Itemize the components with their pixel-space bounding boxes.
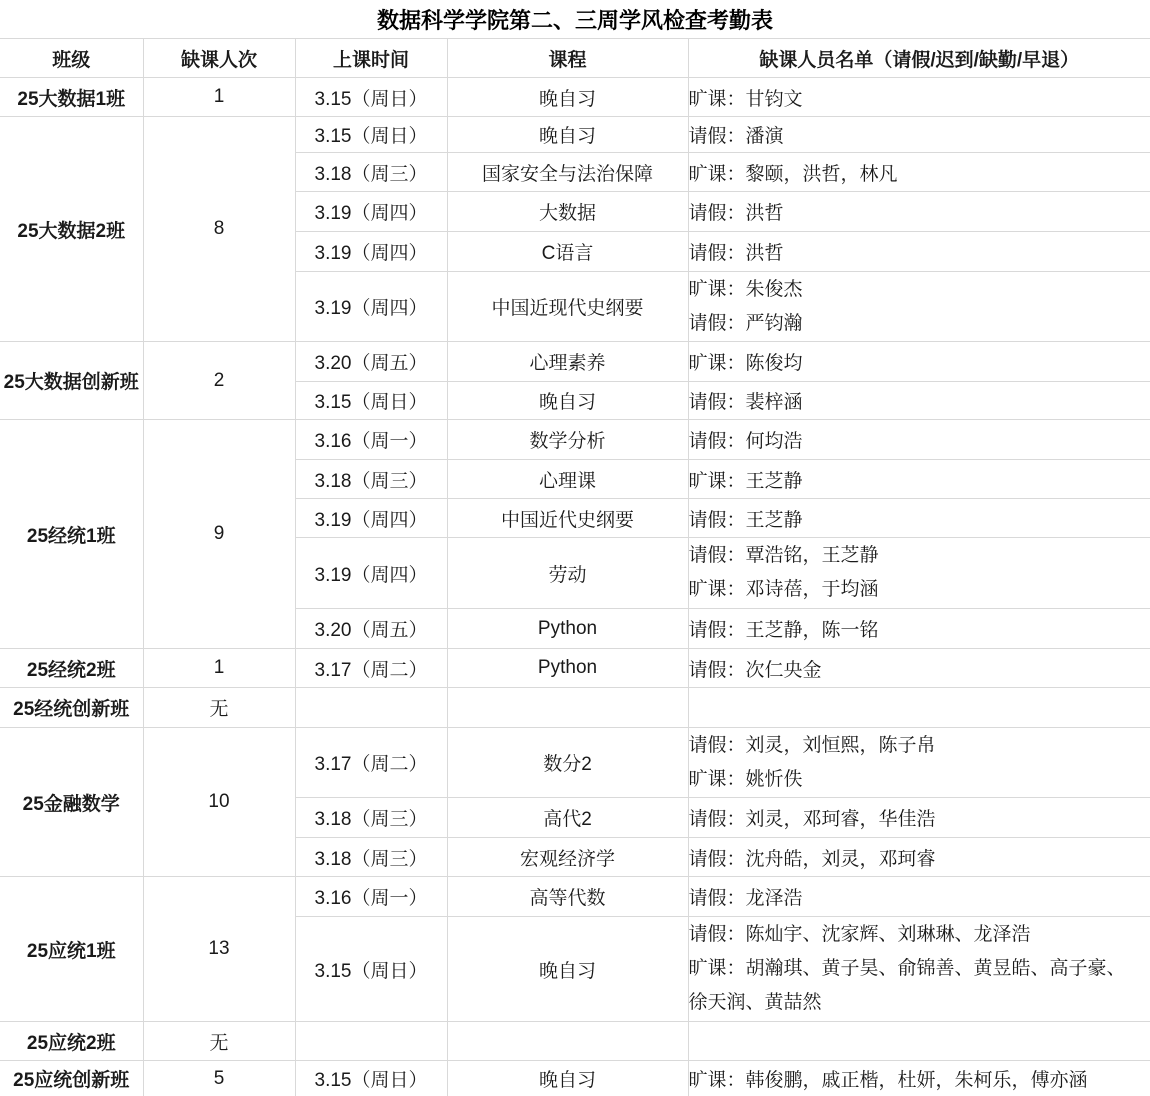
course-cell: 高代2 (447, 798, 688, 838)
course-cell: 宏观经济学 (447, 838, 688, 877)
absentee-names-cell (688, 917, 1150, 1022)
absentee-names-line: 旷课：甘钧文 (688, 88, 803, 110)
absentee-names-line: 请假：严钧瀚 (688, 312, 803, 334)
class-time-cell: 3.15（周日） (295, 1061, 447, 1096)
course-cell: 中国近现代史纲要 (447, 272, 688, 342)
absentee-names-line: 旷课：胡瀚琪、黄子昊、俞锦善、黄昱皓、高子豪、 (688, 958, 1126, 979)
absence-count-cell: 2 (143, 342, 295, 420)
absentee-names-line: 旷课：陈俊均 (688, 353, 803, 374)
absentee-names-line: 请假：潘演 (688, 126, 784, 147)
absentee-names-line: 请假：洪哲 (688, 243, 784, 264)
table-row (0, 342, 1150, 382)
course-cell: 数学分析 (447, 420, 688, 460)
table-row (0, 1022, 1150, 1061)
absentee-names-line: 旷课：姚忻佚 (688, 768, 803, 790)
class-time-cell: 3.20（周五） (295, 342, 447, 382)
absentee-names-cell (688, 1061, 1150, 1096)
class-time-cell (295, 1022, 447, 1061)
course-cell: 晚自习 (447, 1061, 688, 1096)
absentee-names-cell (688, 232, 1150, 272)
absentee-names-cell (688, 538, 1150, 609)
table-row (0, 649, 1150, 688)
absentee-names-cell (688, 420, 1150, 460)
class-name-cell: 25大数据1班 (0, 78, 143, 117)
absentee-names-line: 请假：刘灵，邓珂睿，华佳浩 (688, 809, 936, 830)
absentee-names-line: 请假：王芝静，陈一铭 (688, 620, 879, 641)
class-name-cell: 25应统1班 (0, 877, 143, 1022)
header-class: 班级 (0, 39, 143, 78)
class-time-cell: 3.19（周四） (295, 192, 447, 232)
class-name-cell: 25大数据创新班 (0, 342, 143, 420)
absence-count-cell: 1 (143, 78, 295, 117)
absentee-names-line: 请假：裴梓涵 (688, 392, 803, 413)
class-name-cell: 25经统创新班 (0, 688, 143, 728)
absentee-names-line: 请假：龙泽浩 (688, 888, 803, 909)
header-course: 课程 (447, 39, 688, 78)
absentee-names-cell (688, 1022, 1150, 1061)
class-time-cell: 3.17（周二） (295, 649, 447, 688)
absence-count-cell: 9 (143, 420, 295, 649)
header-class-time: 上课时间 (295, 39, 447, 78)
absentee-names-cell (688, 272, 1150, 342)
absence-count-cell: 8 (143, 117, 295, 342)
absentee-names-cell (688, 688, 1150, 728)
class-time-cell: 3.19（周四） (295, 232, 447, 272)
class-name-cell: 25经统1班 (0, 420, 143, 649)
absentee-names-line: 请假：沈舟皓，刘灵，邓珂睿 (688, 848, 936, 870)
absentee-names-line: 请假：陈灿宇、沈家辉、刘琳琳、龙泽浩 (688, 924, 1031, 945)
absentee-names-line: 旷课：黎颐，洪哲，林凡 (688, 163, 898, 185)
absentee-names-line: 请假：何均浩 (688, 431, 803, 452)
absentee-names-line: 请假：王芝静 (688, 509, 803, 531)
course-cell: C语言 (447, 232, 688, 272)
course-cell: 高等代数 (447, 877, 688, 917)
absentee-names-cell (688, 728, 1150, 798)
course-cell: Python (447, 609, 688, 649)
table-row (0, 420, 1150, 460)
absence-count-cell: 无 (143, 688, 295, 728)
table-body (0, 78, 1150, 1096)
class-time-cell: 3.18（周三） (295, 798, 447, 838)
absentee-names-cell (688, 838, 1150, 877)
course-cell: 晚自习 (447, 917, 688, 1022)
course-cell (447, 1022, 688, 1061)
absentee-names-cell (688, 78, 1150, 117)
absentee-names-cell (688, 877, 1150, 917)
absence-count-cell: 无 (143, 1022, 295, 1061)
class-time-cell: 3.16（周一） (295, 420, 447, 460)
course-cell: 晚自习 (447, 78, 688, 117)
absentee-names-line: 请假：洪哲 (688, 203, 784, 224)
course-cell: 心理课 (447, 460, 688, 499)
absentee-names-line: 徐天润、黄喆然 (688, 992, 822, 1013)
class-time-cell: 3.15（周日） (295, 917, 447, 1022)
course-cell: 晚自习 (447, 117, 688, 153)
class-name-cell: 25金融数学 (0, 728, 143, 877)
attendance-table (0, 38, 1150, 1096)
absentee-names-line: 旷课：韩俊鹏，戚正楷，杜妍，朱柯乐，傅亦涵 (688, 1070, 1088, 1092)
class-time-cell: 3.19（周四） (295, 272, 447, 342)
class-name-cell: 25大数据2班 (0, 117, 143, 342)
absentee-names-line: 旷课：王芝静 (688, 470, 803, 492)
class-time-cell: 3.18（周三） (295, 460, 447, 499)
course-cell: 国家安全与法治保障 (447, 153, 688, 192)
table-row (0, 877, 1150, 917)
absentee-names-line: 请假：覃浩铭，王芝静 (688, 545, 879, 566)
course-cell: 心理素养 (447, 342, 688, 382)
header-row (0, 39, 1150, 78)
page-title: 数据科学学院第二、三周学风检查考勤表 (376, 7, 773, 33)
table-row (0, 688, 1150, 728)
course-cell (447, 688, 688, 728)
absentee-names-cell (688, 609, 1150, 649)
absentee-names-cell (688, 798, 1150, 838)
table-row (0, 1061, 1150, 1096)
course-cell: Python (447, 649, 688, 688)
table-row (0, 117, 1150, 153)
class-time-cell: 3.17（周二） (295, 728, 447, 798)
absentee-names-cell (688, 649, 1150, 688)
absence-count-cell: 13 (143, 877, 295, 1022)
class-time-cell: 3.18（周三） (295, 838, 447, 877)
absence-count-cell: 1 (143, 649, 295, 688)
header-absentee-list: 缺课人员名单（请假/迟到/缺勤/早退） (688, 39, 1150, 78)
absentee-names-line: 请假：刘灵，刘恒熙，陈子帛 (688, 734, 936, 756)
course-cell: 中国近代史纲要 (447, 499, 688, 538)
class-name-cell: 25经统2班 (0, 649, 143, 688)
class-time-cell: 3.15（周日） (295, 382, 447, 420)
table-row (0, 78, 1150, 117)
absentee-names-cell (688, 460, 1150, 499)
class-time-cell (295, 688, 447, 728)
class-name-cell: 25应统2班 (0, 1022, 143, 1061)
absentee-names-line: 旷课：朱俊杰 (688, 278, 803, 300)
course-cell: 晚自习 (447, 382, 688, 420)
course-cell: 劳动 (447, 538, 688, 609)
absentee-names-cell (688, 499, 1150, 538)
class-time-cell: 3.16（周一） (295, 877, 447, 917)
class-time-cell: 3.19（周四） (295, 499, 447, 538)
absence-count-cell: 5 (143, 1061, 295, 1096)
absentee-names-cell (688, 117, 1150, 153)
header-absence-count: 缺课人次 (143, 39, 295, 78)
absence-count-cell: 10 (143, 728, 295, 877)
class-time-cell: 3.15（周日） (295, 117, 447, 153)
course-cell: 数分2 (447, 728, 688, 798)
course-cell: 大数据 (447, 192, 688, 232)
absentee-names-cell (688, 342, 1150, 382)
table-row (0, 728, 1150, 798)
absentee-names-cell (688, 153, 1150, 192)
absentee-names-cell (688, 382, 1150, 420)
class-time-cell: 3.18（周三） (295, 153, 447, 192)
absentee-names-line: 请假：次仁央金 (688, 659, 822, 681)
class-time-cell: 3.15（周日） (295, 78, 447, 117)
class-name-cell: 25应统创新班 (0, 1061, 143, 1096)
absentee-names-cell (688, 192, 1150, 232)
class-time-cell: 3.20（周五） (295, 609, 447, 649)
class-time-cell: 3.19（周四） (295, 538, 447, 609)
absentee-names-line: 旷课：邓诗蓓，于均涵 (688, 579, 879, 600)
